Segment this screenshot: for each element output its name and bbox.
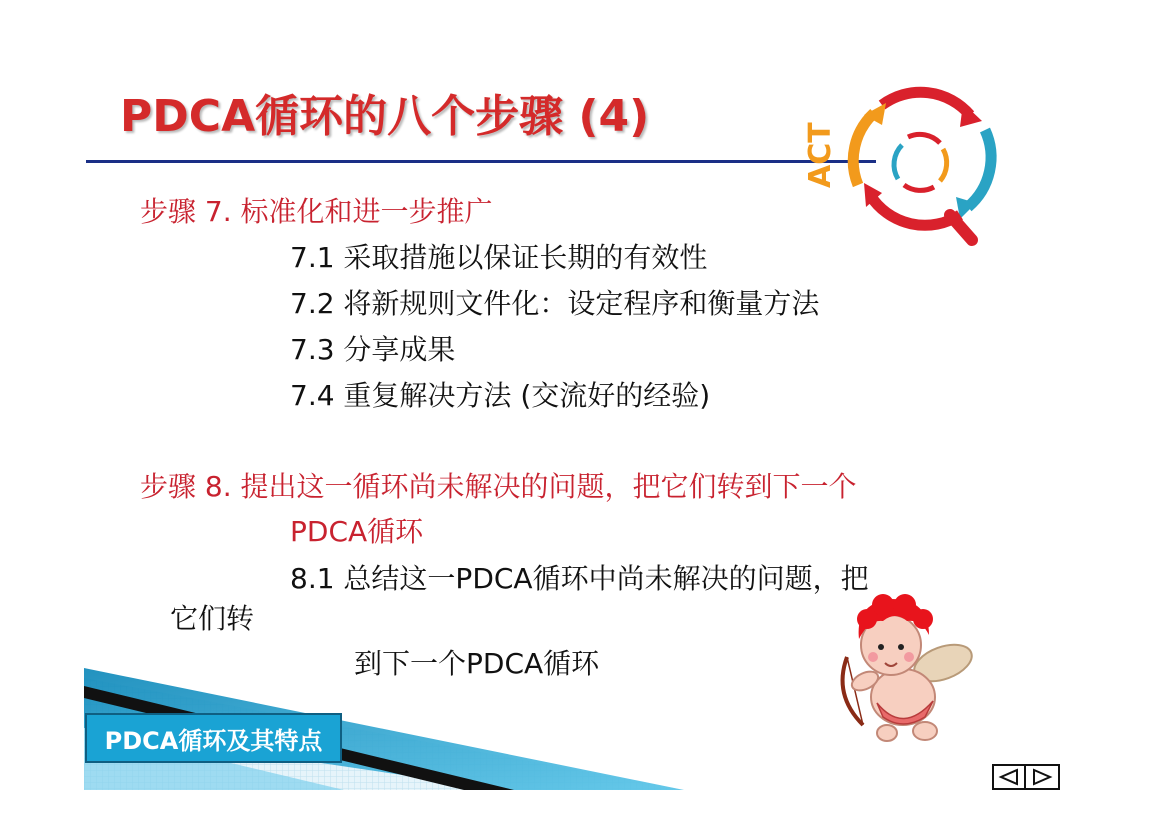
triangle-right-icon xyxy=(1031,768,1053,786)
slide-nav xyxy=(992,764,1060,790)
cupid-illustration xyxy=(825,585,975,750)
slide-title: PDCA循环的八个步骤 (4) xyxy=(120,91,650,142)
step7-heading: 步骤 7. 标准化和进一步推广 xyxy=(140,195,493,228)
step8-item-line3: 到下一个PDCA循环 xyxy=(354,647,600,680)
prev-slide-button[interactable] xyxy=(992,764,1026,790)
title-underline xyxy=(86,160,876,163)
step7-item-2: 7.2 将新规则文件化：设定程序和衡量方法 xyxy=(290,287,820,320)
act-label: ACT xyxy=(803,122,838,188)
step7-item-4: 7.4 重复解决方法 (交流好的经验) xyxy=(290,379,711,412)
step8-item-line2: 它们转 xyxy=(170,602,255,635)
step7-item-3: 7.3 分享成果 xyxy=(290,333,456,366)
triangle-left-icon xyxy=(998,768,1020,786)
step8-heading-line2: PDCA循环 xyxy=(290,515,424,548)
step7-item-1: 7.1 采取措施以保证长期的有效性 xyxy=(290,241,708,274)
pdca-cycle-icon xyxy=(800,85,1010,255)
next-slide-button[interactable] xyxy=(1026,764,1060,790)
section-label[interactable]: PDCA循环及其特点 xyxy=(85,713,342,763)
step8-item-line1: 8.1 总结这一PDCA循环中尚未解决的问题，把 xyxy=(290,562,869,595)
step8-heading-line1: 步骤 8. 提出这一循环尚未解决的问题，把它们转到下一个 xyxy=(140,470,857,503)
